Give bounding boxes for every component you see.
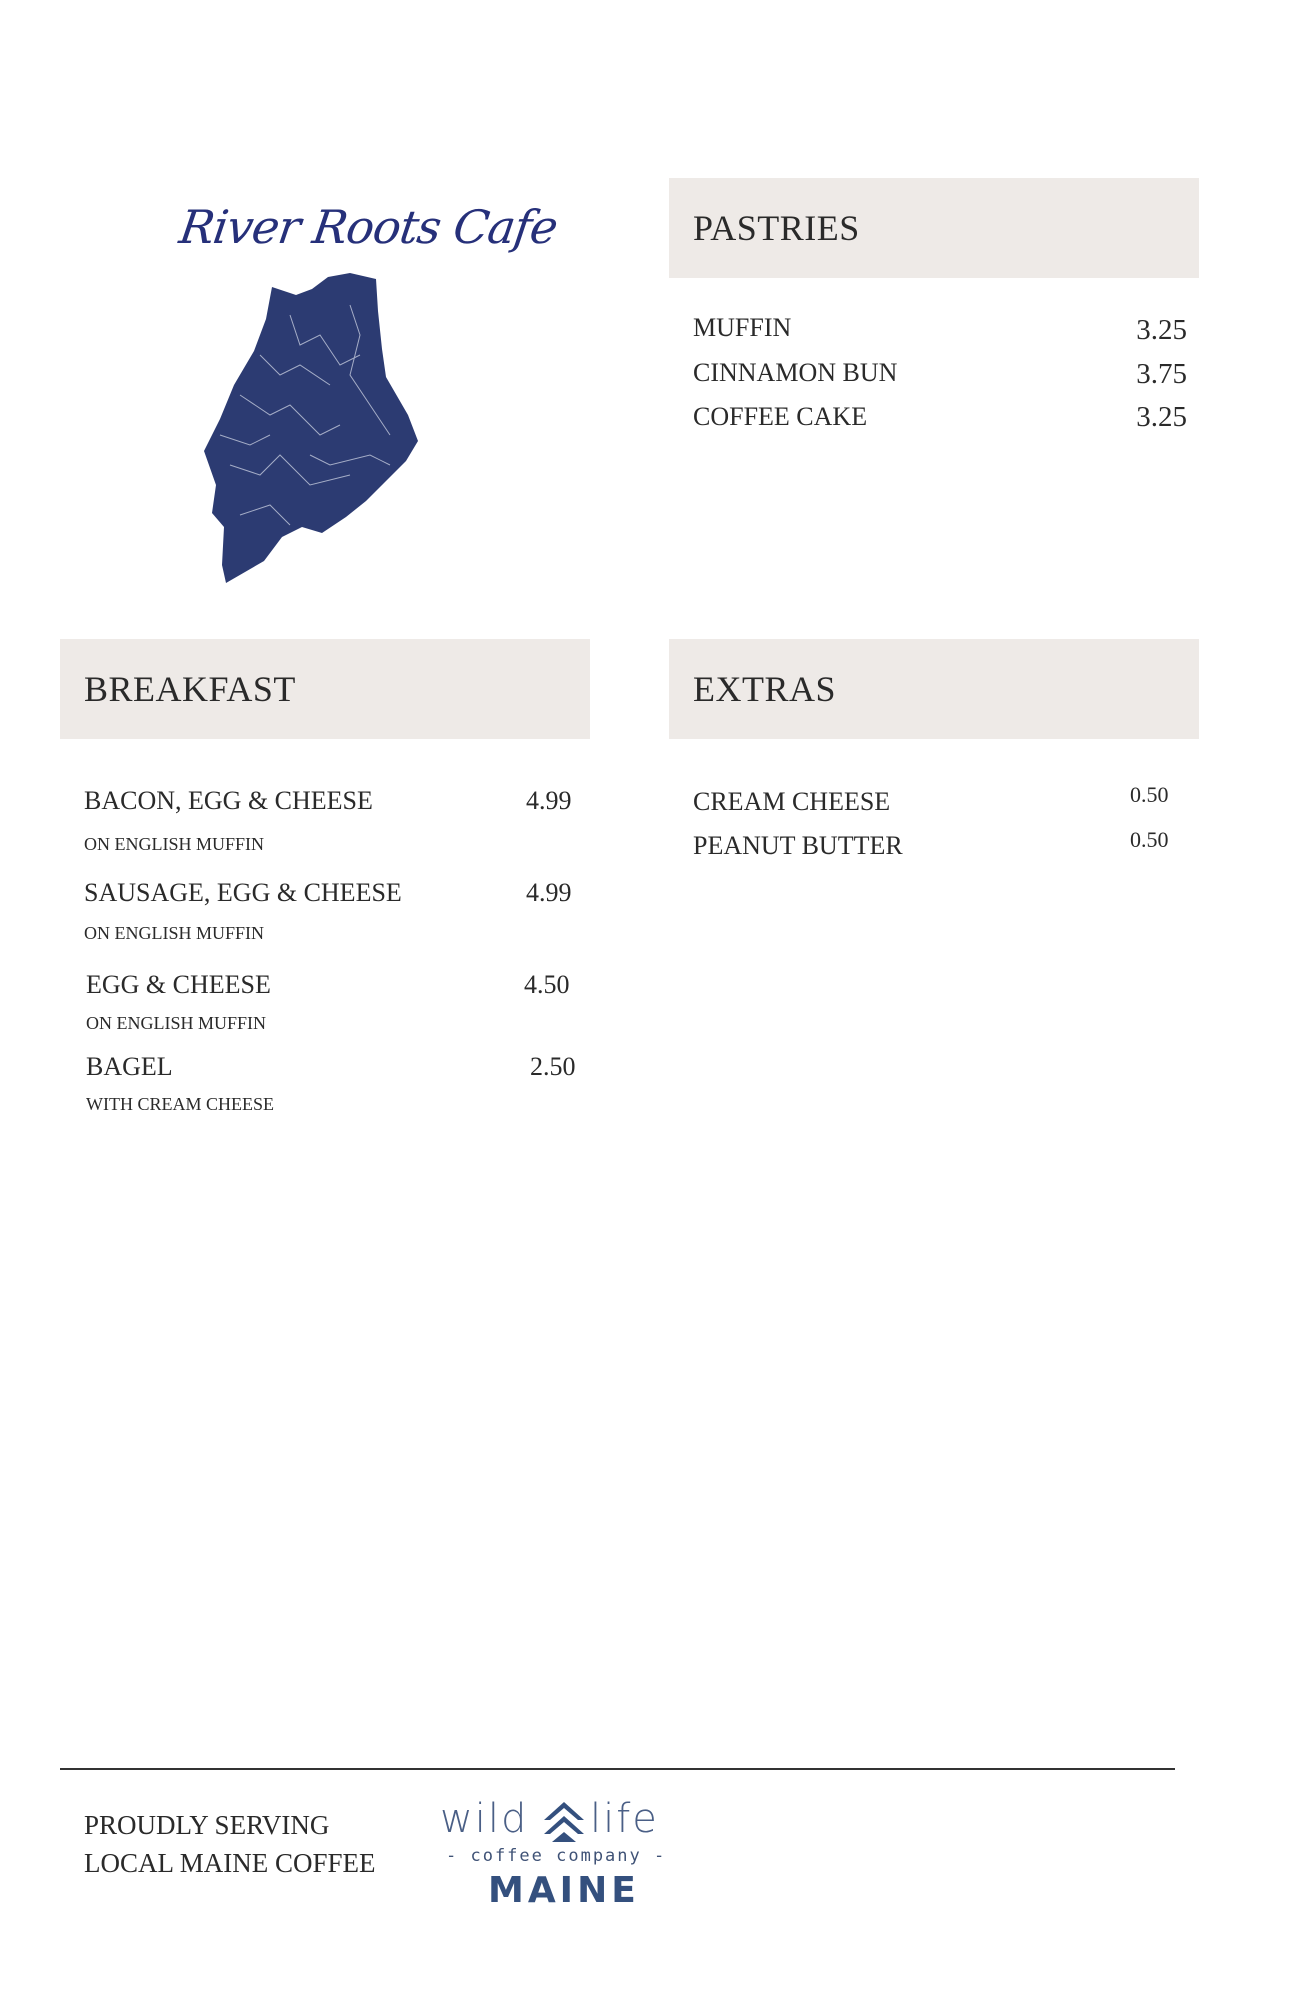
extras-price-peanut-butter: 0.50: [1130, 827, 1169, 852]
pastry-price-muffin: 3.25: [1136, 314, 1187, 346]
breakfast-item-egg-cheese: EGG & CHEESE: [86, 970, 271, 999]
wildlife-logo-word-right: life: [590, 1796, 659, 1842]
extras-item-cream-cheese: CREAM CHEESE: [693, 787, 891, 816]
cafe-logo-title: River Roots Cafe: [176, 200, 561, 254]
breakfast-price-egg-cheese: 4.50: [524, 970, 570, 999]
breakfast-header: [60, 639, 590, 739]
breakfast-sub-egg-cheese: ON ENGLISH MUFFIN: [86, 1013, 267, 1033]
footer-line-2: LOCAL MAINE COFFEE: [84, 1848, 376, 1878]
breakfast-price-sausage-egg-cheese: 4.99: [526, 878, 572, 907]
extras-header: [669, 639, 1199, 739]
pastry-item-muffin: MUFFIN: [693, 313, 792, 342]
pastries-header-label: PASTRIES: [693, 208, 860, 248]
footer-line-1: PROUDLY SERVING: [84, 1810, 330, 1840]
pastry-price-cinnamon-bun: 3.75: [1136, 358, 1187, 390]
wildlife-logo-region: MAINE: [488, 1870, 640, 1904]
breakfast-item-sausage-egg-cheese: SAUSAGE, EGG & CHEESE: [84, 878, 402, 907]
wildlife-coffee-logo: [440, 1794, 680, 1904]
wildlife-logo-tagline: - coffee company -: [446, 1846, 667, 1866]
footer-divider: [60, 1768, 1175, 1770]
breakfast-price-bagel: 2.50: [530, 1052, 576, 1081]
extras-item-peanut-butter: PEANUT BUTTER: [693, 831, 903, 860]
breakfast-sub-bagel: WITH CREAM CHEESE: [86, 1094, 274, 1114]
breakfast-price-bacon-egg-cheese: 4.99: [526, 786, 572, 815]
maine-map-illustration: [200, 265, 440, 585]
extras-header-label: EXTRAS: [693, 669, 837, 709]
pastry-price-coffee-cake: 3.25: [1136, 401, 1187, 433]
pastry-item-cinnamon-bun: CINNAMON BUN: [693, 358, 898, 387]
pastry-item-coffee-cake: COFFEE CAKE: [693, 402, 868, 431]
breakfast-sub-bacon-egg-cheese: ON ENGLISH MUFFIN: [84, 834, 265, 854]
breakfast-sub-sausage-egg-cheese: ON ENGLISH MUFFIN: [84, 923, 265, 943]
pastries-header: [669, 178, 1199, 278]
extras-price-cream-cheese: 0.50: [1130, 782, 1169, 807]
wildlife-logo-word-left: wild: [440, 1796, 529, 1842]
mountain-chevron-icon: [540, 1798, 588, 1844]
breakfast-header-label: BREAKFAST: [84, 669, 296, 709]
breakfast-item-bacon-egg-cheese: BACON, EGG & CHEESE: [84, 786, 373, 815]
breakfast-item-bagel: BAGEL: [86, 1052, 173, 1081]
